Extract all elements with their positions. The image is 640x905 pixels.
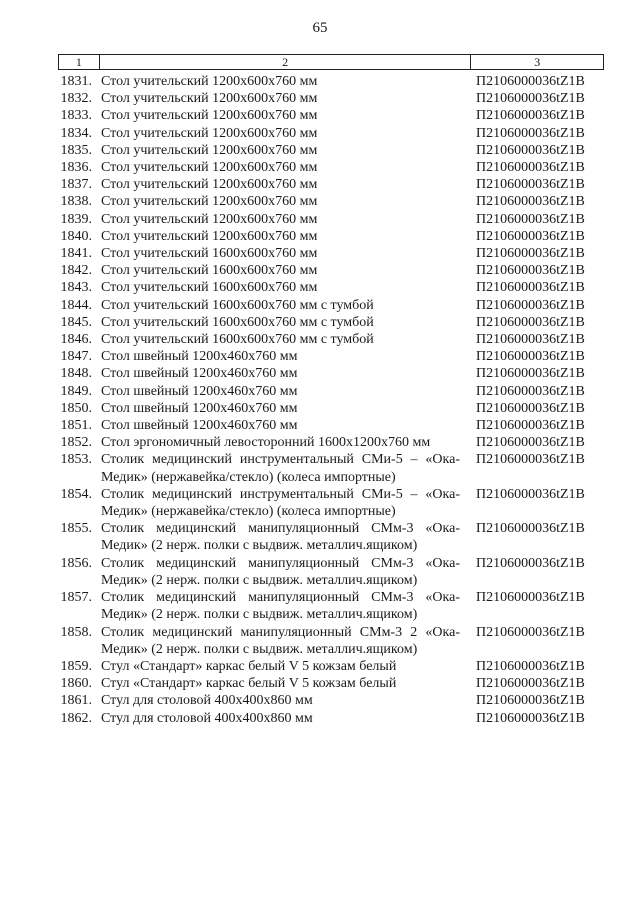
row-item-name: Стол швейный 1200х460х760 мм <box>101 383 298 399</box>
row-code: П2106000036tZ1В <box>476 177 585 193</box>
row-number: 1841. <box>60 246 92 262</box>
row-item-name: Стол учительский 1200х600х760 мм <box>101 160 318 176</box>
row-item-name: Столик медицинский манипуляционный СМм-3 «Ока-Медик» (2 нерж. полки с выдвиж. металлич.ящиком) <box>101 521 460 554</box>
row-code: П2106000036tZ1В <box>476 280 585 296</box>
table-row <box>58 692 604 709</box>
row-item-name: Стол учительский 1200х600х760 мм <box>101 177 318 193</box>
row-code: П2106000036tZ1В <box>476 108 585 124</box>
table-row <box>58 176 604 193</box>
row-item-name: Стол эргономичный левосторонний 1600х1200х760 мм <box>101 435 431 451</box>
table-row <box>58 262 604 279</box>
table-row <box>58 245 604 262</box>
table-row <box>58 658 604 675</box>
row-number: 1843. <box>60 280 92 296</box>
table-row <box>58 486 604 520</box>
table-row <box>58 193 604 210</box>
row-code: П2106000036tZ1В <box>476 435 585 451</box>
row-code: П2106000036tZ1В <box>476 314 585 330</box>
row-code: П2106000036tZ1В <box>476 590 585 606</box>
row-code: П2106000036tZ1В <box>476 366 585 382</box>
table-row <box>58 434 604 451</box>
row-code: П2106000036tZ1В <box>476 693 585 709</box>
row-item-name: Стол учительский 1600х600х760 мм с тумбой <box>101 314 374 330</box>
table-row <box>58 451 604 485</box>
row-code: П2106000036tZ1В <box>476 710 585 726</box>
row-item-name: Столик медицинский манипуляционный СМм-3 «Ока-Медик» (2 нерж. полки с выдвиж. металлич.ящиком) <box>101 555 460 588</box>
row-item-name: Столик медицинский манипуляционный СМм-3 «Ока-Медик» (2 нерж. полки с выдвиж. металлич.ящиком) <box>101 590 460 623</box>
row-item-name: Столик медицинский инструментальный СМи-5 – «Ока-Медик» (нержавейка/стекло) (колеса импортные) <box>101 486 460 520</box>
row-code: П2106000036tZ1В <box>476 555 585 571</box>
table-body <box>58 73 604 727</box>
row-code: П2106000036tZ1В <box>476 246 585 262</box>
row-item-name: Стол учительский 1200х600х760 мм <box>101 142 318 158</box>
row-item-name: Столик медицинский инструментальный СМи-5 – «Ока-Медик» (нержавейка/стекло) (колеса импортные) <box>101 452 460 485</box>
row-number: 1844. <box>60 297 92 313</box>
row-item-name: Стул «Стандарт» каркас белый V 5 кожзам белый <box>101 658 397 674</box>
table-row <box>58 297 604 314</box>
row-number: 1845. <box>60 314 92 330</box>
table-row <box>58 314 604 331</box>
table-row <box>58 159 604 176</box>
table-row <box>58 365 604 382</box>
page-number: 65 <box>312 20 328 36</box>
row-number: 1861. <box>60 693 92 709</box>
row-code: П2106000036tZ1В <box>476 91 585 107</box>
table-row <box>58 589 604 623</box>
row-code: П2106000036tZ1В <box>476 658 585 674</box>
row-code: П2106000036tZ1В <box>476 228 585 244</box>
column-header-number: 1 <box>58 55 100 69</box>
row-item-name: Стол учительский 1600х600х760 мм <box>101 263 318 279</box>
row-number: 1849. <box>60 383 92 399</box>
row-number: 1831. <box>60 74 92 89</box>
row-number: 1840. <box>60 228 92 244</box>
row-code: П2106000036tZ1В <box>476 418 585 434</box>
table-row <box>58 417 604 434</box>
row-item-name: Стол швейный 1200х460х760 мм <box>101 418 298 434</box>
row-number: 1832. <box>60 91 92 107</box>
table-row <box>58 331 604 348</box>
row-item-name: Стол швейный 1200х460х760 мм <box>101 349 298 365</box>
table-row <box>58 400 604 417</box>
table-row <box>58 348 604 365</box>
row-number: 1836. <box>60 160 92 176</box>
row-item-name: Стол учительский 1200х600х760 мм <box>101 125 318 141</box>
row-number: 1842. <box>60 263 92 279</box>
row-number: 1856. <box>60 555 92 571</box>
row-number: 1835. <box>60 142 92 158</box>
row-code: П2106000036tZ1В <box>476 160 585 176</box>
row-code: П2106000036tZ1В <box>476 332 585 348</box>
table-row <box>58 555 604 589</box>
row-number: 1860. <box>60 676 92 692</box>
row-number: 1837. <box>60 177 92 193</box>
row-number: 1859. <box>60 658 92 674</box>
row-code: П2106000036tZ1В <box>476 383 585 399</box>
row-number: 1847. <box>60 349 92 365</box>
row-code: П2106000036tZ1В <box>476 452 585 468</box>
row-number: 1858. <box>60 624 92 640</box>
column-header-code: 3 <box>471 55 604 69</box>
row-code: П2106000036tZ1В <box>476 125 585 141</box>
row-item-name: Стол учительский 1600х600х760 мм <box>101 280 318 296</box>
table-row <box>58 624 604 658</box>
row-number: 1857. <box>60 590 92 606</box>
table-row <box>58 675 604 692</box>
row-item-name: Столик медицинский манипуляционный СМм-3 2 «Ока-Медик» (2 нерж. полки с выдвиж. металлич.ящиком) <box>101 624 460 657</box>
row-code: П2106000036tZ1В <box>476 74 585 89</box>
row-number: 1853. <box>60 452 92 468</box>
table-row <box>58 73 604 90</box>
row-number: 1839. <box>60 211 92 227</box>
row-number: 1850. <box>60 400 92 416</box>
table-row <box>58 90 604 107</box>
row-code: П2106000036tZ1В <box>476 349 585 365</box>
row-item-name: Стул «Стандарт» каркас белый V 5 кожзам белый <box>101 676 397 692</box>
column-header-name: 2 <box>100 55 472 69</box>
row-code: П2106000036tZ1В <box>476 400 585 416</box>
row-item-name: Стол учительский 1200х600х760 мм <box>101 228 318 244</box>
table-row <box>58 125 604 142</box>
row-code: П2106000036tZ1В <box>476 486 585 502</box>
table-row <box>58 142 604 159</box>
row-number: 1851. <box>60 418 92 434</box>
row-item-name: Стол учительский 1600х600х760 мм с тумбой <box>101 297 374 313</box>
row-code: П2106000036tZ1В <box>476 624 585 640</box>
table-row <box>58 710 604 727</box>
row-code: П2106000036tZ1В <box>476 194 585 210</box>
table-row <box>58 383 604 400</box>
table-row <box>58 520 604 554</box>
row-number: 1833. <box>60 108 92 124</box>
row-number: 1838. <box>60 194 92 210</box>
row-code: П2106000036tZ1В <box>476 521 585 537</box>
row-item-name: Стол учительский 1600х600х760 мм <box>101 246 318 262</box>
row-code: П2106000036tZ1В <box>476 297 585 313</box>
row-code: П2106000036tZ1В <box>476 676 585 692</box>
items-table <box>58 54 604 727</box>
row-item-name: Стол учительский 1200х600х760 мм <box>101 108 318 124</box>
row-code: П2106000036tZ1В <box>476 263 585 279</box>
row-item-name: Стул для столовой 400х400х860 мм <box>101 710 313 726</box>
row-number: 1848. <box>60 366 92 382</box>
row-item-name: Стол учительский 1600х600х760 мм с тумбой <box>101 332 374 348</box>
table-header <box>58 54 604 70</box>
row-code: П2106000036tZ1В <box>476 211 585 227</box>
table-row <box>58 228 604 245</box>
row-item-name: Стол учительский 1200х600х760 мм <box>101 211 318 227</box>
row-code: П2106000036tZ1В <box>476 142 585 158</box>
row-item-name: Стул для столовой 400х400х860 мм <box>101 693 313 709</box>
table-row <box>58 107 604 124</box>
row-item-name: Стол швейный 1200х460х760 мм <box>101 366 298 382</box>
row-item-name: Стол учительский 1200х600х760 мм <box>101 74 318 89</box>
row-number: 1834. <box>60 125 92 141</box>
row-number: 1862. <box>60 710 92 726</box>
row-number: 1855. <box>60 521 92 537</box>
row-item-name: Стол швейный 1200х460х760 мм <box>101 400 298 416</box>
table-row <box>58 279 604 296</box>
row-number: 1846. <box>60 332 92 348</box>
row-number: 1854. <box>60 486 92 502</box>
row-number: 1852. <box>60 435 92 451</box>
table-row <box>58 211 604 228</box>
row-item-name: Стол учительский 1200х600х760 мм <box>101 194 318 210</box>
row-item-name: Стол учительский 1200х600х760 мм <box>101 91 318 107</box>
